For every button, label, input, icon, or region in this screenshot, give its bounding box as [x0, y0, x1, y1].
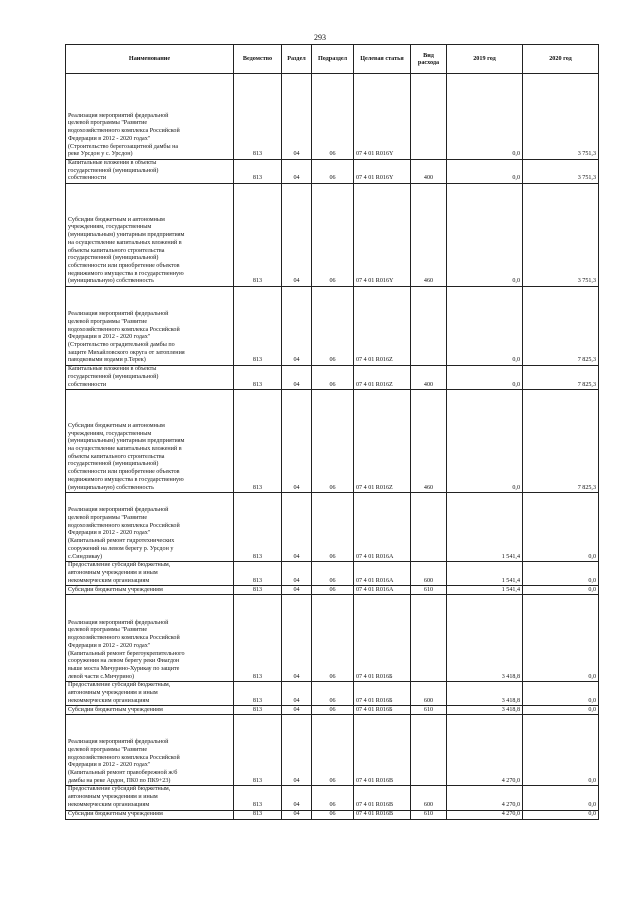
row-name-cell-text: Субсидии бюджетным учреждениям [68, 810, 163, 817]
row-ministry-cell [234, 595, 282, 682]
row-type-cell-text: 600 [423, 801, 434, 808]
row-2019-cell-text: 1 541,4 [501, 586, 520, 593]
row-2019-cell-text: 0,0 [512, 381, 520, 388]
row-2019-cell-text: 3 418,8 [501, 697, 520, 704]
row-2020-cell-text: 7 825,3 [577, 381, 596, 388]
table-row [66, 682, 599, 706]
row-type-cell [411, 682, 447, 706]
row-target-cell-text: 07 4 01 R016В [356, 801, 394, 808]
row-subsection-cell [312, 586, 354, 595]
row-target-cell [354, 390, 411, 493]
row-ministry-cell-text: 813 [252, 801, 263, 808]
row-subsection-cell [312, 74, 354, 160]
row-2019-cell [447, 682, 523, 706]
row-2020-cell [523, 493, 599, 562]
row-name-cell-text: Предоставление субсидий бюджетным, автономным учреждениям и иным некоммерческим организациям [68, 562, 171, 584]
row-2019-cell [447, 287, 523, 366]
row-ministry-cell [234, 493, 282, 562]
row-type-cell [411, 366, 447, 390]
row-ministry-cell-text: 813 [252, 577, 263, 584]
row-name-cell-text: Субсидии бюджетным учреждениям [68, 706, 163, 713]
row-type-cell-text: 460 [423, 278, 434, 285]
row-type-cell [411, 493, 447, 562]
table-row [66, 595, 599, 682]
row-target-cell-text: 07 4 01 R016Z [356, 381, 393, 388]
row-subsection-cell [312, 160, 354, 184]
row-name-cell [66, 184, 234, 287]
row-ministry-cell [234, 287, 282, 366]
table-row [66, 390, 599, 493]
table-row [66, 493, 599, 562]
row-ministry-cell-text: 813 [252, 697, 263, 704]
row-name-cell-text: Субсидии бюджетным и автономным учреждениям, государственным (муниципальным) унитарным предприятиям на осуществление капитальных вложений в объекты капитального строительства государственной (муниципальной) собственности или приобретение объектов недвижимого имущества в государственную (муниципальную) собственность [68, 216, 185, 285]
row-2019-cell-text: 3 418,8 [501, 706, 520, 713]
row-section-cell-text: 04 [293, 484, 300, 491]
row-target-cell-text: 07 4 01 R016В [356, 810, 394, 817]
row-ministry-cell [234, 562, 282, 586]
row-type-cell [411, 595, 447, 682]
row-target-cell [354, 74, 411, 160]
row-ministry-cell-text: 813 [252, 175, 263, 182]
row-name-cell-text: Реализация мероприятий федеральной целевой программы "Развитие водохозяйственного комплекса Российской Федерации в 2012 - 2020 годах" (Капитальный ремонт берегоукрепительного сооружения на левом берегу реки Фиагдон выше моста Мичурино-Хурикау по защите левой части с.Мичурино) [68, 619, 185, 680]
row-type-cell [411, 390, 447, 493]
row-name-cell [66, 586, 234, 595]
row-section-cell [282, 682, 312, 706]
row-2019-cell [447, 562, 523, 586]
row-type-cell-text: 600 [423, 577, 434, 584]
row-section-cell [282, 493, 312, 562]
row-name-cell-text: Капитальные вложения в объекты государственной (муниципальной) собственности [68, 160, 159, 182]
row-2020-cell-text: 0,0 [588, 586, 596, 593]
row-name-cell [66, 160, 234, 184]
row-subsection-cell-text: 06 [329, 175, 336, 182]
row-subsection-cell-text: 06 [329, 278, 336, 285]
row-ministry-cell-text: 813 [252, 484, 263, 491]
row-2019-cell [447, 786, 523, 810]
row-target-cell-text: 07 4 01 R016А [356, 586, 394, 593]
row-type-cell [411, 810, 447, 819]
row-section-cell [282, 786, 312, 810]
row-ministry-cell [234, 810, 282, 819]
row-2019-cell-text: 0,0 [512, 151, 520, 158]
row-section-cell [282, 390, 312, 493]
row-target-cell-text: 07 4 01 R016В [356, 777, 394, 784]
budget-table [65, 44, 599, 820]
row-section-cell [282, 715, 312, 786]
row-2019-cell [447, 586, 523, 595]
row-subsection-cell-text: 06 [329, 810, 336, 817]
row-2019-cell-text: 1 541,4 [501, 577, 520, 584]
row-subsection-cell [312, 810, 354, 819]
table-row [66, 586, 599, 595]
table-row [66, 786, 599, 810]
row-ministry-cell [234, 706, 282, 715]
col-header-name: Наименование [66, 45, 234, 74]
row-2020-cell-text: 0,0 [588, 697, 596, 704]
row-subsection-cell [312, 595, 354, 682]
row-2020-cell [523, 390, 599, 493]
row-type-cell [411, 706, 447, 715]
row-2020-cell [523, 74, 599, 160]
table-row [66, 706, 599, 715]
row-2019-cell-text: 3 418,8 [501, 673, 520, 680]
row-2020-cell-text: 3 751,3 [577, 175, 596, 182]
row-name-cell-text: Субсидии бюджетным учреждениям [68, 586, 163, 593]
row-target-cell-text: 07 4 01 R016Z [356, 357, 393, 364]
row-type-cell-text: 610 [423, 810, 434, 817]
row-2019-cell [447, 74, 523, 160]
row-ministry-cell [234, 390, 282, 493]
col-header-type: Вид расхода [411, 45, 447, 74]
row-target-cell [354, 562, 411, 586]
row-subsection-cell-text: 06 [329, 381, 336, 388]
row-section-cell [282, 74, 312, 160]
row-subsection-cell [312, 184, 354, 287]
row-subsection-cell-text: 06 [329, 706, 336, 713]
row-subsection-cell [312, 287, 354, 366]
row-name-cell [66, 74, 234, 160]
row-2020-cell [523, 682, 599, 706]
row-2019-cell-text: 0,0 [512, 484, 520, 491]
row-section-cell-text: 04 [293, 697, 300, 704]
row-type-cell [411, 160, 447, 184]
row-subsection-cell [312, 786, 354, 810]
row-section-cell-text: 04 [293, 278, 300, 285]
row-target-cell [354, 586, 411, 595]
table-row [66, 810, 599, 819]
row-2020-cell [523, 706, 599, 715]
row-section-cell [282, 184, 312, 287]
row-ministry-cell-text: 813 [252, 706, 263, 713]
row-ministry-cell-text: 813 [252, 777, 263, 784]
row-subsection-cell [312, 682, 354, 706]
row-ministry-cell-text: 813 [252, 151, 263, 158]
table-row [66, 74, 599, 160]
row-section-cell [282, 287, 312, 366]
row-2020-cell [523, 786, 599, 810]
row-target-cell [354, 184, 411, 287]
row-name-cell [66, 706, 234, 715]
table-row [66, 366, 599, 390]
row-2019-cell-text: 4 270,0 [501, 810, 520, 817]
row-2020-cell [523, 562, 599, 586]
row-section-cell-text: 04 [293, 801, 300, 808]
row-target-cell [354, 493, 411, 562]
row-target-cell [354, 786, 411, 810]
row-2019-cell [447, 184, 523, 287]
row-section-cell [282, 595, 312, 682]
row-subsection-cell-text: 06 [329, 553, 336, 560]
row-section-cell-text: 04 [293, 673, 300, 680]
row-ministry-cell-text: 813 [252, 381, 263, 388]
row-ministry-cell-text: 813 [252, 810, 263, 817]
row-section-cell [282, 366, 312, 390]
row-target-cell-text: 07 4 01 R016А [356, 577, 394, 584]
row-name-cell-text: Субсидии бюджетным и автономным учреждениям, государственным (муниципальным) унитарным предприятиям на осуществление капитальных вложений в объекты капитального строительства государственной (муниципальной) собственности или приобретение объектов недвижимого имущества в государственную (муниципальную) собственность [68, 422, 185, 491]
row-ministry-cell [234, 184, 282, 287]
row-2019-cell [447, 715, 523, 786]
row-type-cell-text: 400 [423, 175, 434, 182]
row-2020-cell-text: 7 825,3 [577, 357, 596, 364]
page-number: 293 [314, 33, 326, 42]
row-ministry-cell-text: 813 [252, 586, 263, 593]
row-target-cell [354, 595, 411, 682]
row-subsection-cell-text: 06 [329, 484, 336, 491]
row-subsection-cell-text: 06 [329, 801, 336, 808]
row-section-cell [282, 160, 312, 184]
row-type-cell-text: 400 [423, 381, 434, 388]
row-2020-cell-text: 0,0 [588, 810, 596, 817]
row-target-cell-text: 07 4 01 R016Y [356, 278, 394, 285]
row-subsection-cell [312, 366, 354, 390]
row-section-cell-text: 04 [293, 810, 300, 817]
row-type-cell [411, 715, 447, 786]
row-target-cell-text: 07 4 01 R016Б [356, 706, 393, 713]
row-2019-cell-text: 0,0 [512, 175, 520, 182]
row-2020-cell [523, 160, 599, 184]
row-section-cell-text: 04 [293, 586, 300, 593]
row-target-cell [354, 366, 411, 390]
row-section-cell-text: 04 [293, 381, 300, 388]
col-header-section: Раздел [282, 45, 312, 74]
row-2020-cell [523, 810, 599, 819]
row-2019-cell [447, 160, 523, 184]
row-name-cell-text: Реализация мероприятий федеральной целевой программы "Развитие водохозяйственного комплекса Российской Федерации в 2012 - 2020 годах" (Строительство берегозащитной дамбы на реке Урсдон у с. Урсдон) [68, 112, 180, 158]
row-ministry-cell [234, 160, 282, 184]
row-2019-cell-text: 0,0 [512, 357, 520, 364]
row-section-cell [282, 810, 312, 819]
row-subsection-cell-text: 06 [329, 577, 336, 584]
row-subsection-cell [312, 493, 354, 562]
row-name-cell-text: Предоставление субсидий бюджетным, автономным учреждениям и иным некоммерческим организациям [68, 682, 171, 704]
col-header-ministry: Ведомство [234, 45, 282, 74]
row-target-cell [354, 287, 411, 366]
row-name-cell [66, 390, 234, 493]
row-name-cell-text: Капитальные вложения в объекты государственной (муниципальной) собственности [68, 366, 159, 388]
row-subsection-cell-text: 06 [329, 673, 336, 680]
row-section-cell-text: 04 [293, 706, 300, 713]
row-section-cell [282, 706, 312, 715]
row-2020-cell-text: 0,0 [588, 673, 596, 680]
row-2019-cell [447, 595, 523, 682]
row-name-cell [66, 366, 234, 390]
row-name-cell [66, 595, 234, 682]
row-subsection-cell [312, 715, 354, 786]
row-2020-cell-text: 0,0 [588, 777, 596, 784]
row-type-cell [411, 287, 447, 366]
row-subsection-cell-text: 06 [329, 586, 336, 593]
row-ministry-cell [234, 682, 282, 706]
row-section-cell [282, 586, 312, 595]
col-header-2019: 2019 год [447, 45, 523, 74]
row-name-cell [66, 493, 234, 562]
row-target-cell [354, 682, 411, 706]
row-type-cell [411, 74, 447, 160]
row-section-cell [282, 562, 312, 586]
row-type-cell [411, 586, 447, 595]
row-2020-cell [523, 586, 599, 595]
col-header-target: Целевая статья [354, 45, 411, 74]
table-row [66, 715, 599, 786]
row-section-cell-text: 04 [293, 777, 300, 784]
row-subsection-cell [312, 706, 354, 715]
row-ministry-cell-text: 813 [252, 357, 263, 364]
row-subsection-cell-text: 06 [329, 777, 336, 784]
row-ministry-cell [234, 786, 282, 810]
row-2019-cell-text: 1 541,4 [501, 553, 520, 560]
row-target-cell-text: 07 4 01 R016А [356, 553, 394, 560]
row-subsection-cell-text: 06 [329, 697, 336, 704]
row-2020-cell [523, 715, 599, 786]
row-target-cell-text: 07 4 01 R016Б [356, 697, 393, 704]
table-row [66, 562, 599, 586]
row-ministry-cell [234, 715, 282, 786]
row-2020-cell [523, 595, 599, 682]
row-ministry-cell-text: 813 [252, 553, 263, 560]
col-header-subsection: Подраздел [312, 45, 354, 74]
row-target-cell [354, 160, 411, 184]
row-name-cell [66, 682, 234, 706]
row-type-cell [411, 786, 447, 810]
row-ministry-cell [234, 586, 282, 595]
row-target-cell-text: 07 4 01 R016Б [356, 673, 393, 680]
row-name-cell [66, 287, 234, 366]
row-section-cell-text: 04 [293, 175, 300, 182]
row-2019-cell [447, 366, 523, 390]
row-ministry-cell [234, 366, 282, 390]
row-2020-cell-text: 0,0 [588, 577, 596, 584]
row-name-cell [66, 786, 234, 810]
row-target-cell-text: 07 4 01 R016Y [356, 175, 394, 182]
row-name-cell-text: Реализация мероприятий федеральной целевой программы "Развитие водохозяйственного комплекса Российской Федерации в 2012 - 2020 годах" (Капитальный ремонт правобережной ж/б дамбы на реке Ардон, ПК0 по ПК9+23) [68, 739, 180, 784]
row-target-cell [354, 706, 411, 715]
row-ministry-cell-text: 813 [252, 278, 263, 285]
header-row [66, 45, 599, 74]
row-target-cell-text: 07 4 01 R016Z [356, 484, 393, 491]
row-name-cell-text: Предоставление субсидий бюджетным, автономным учреждениям и иным некоммерческим организациям [68, 786, 171, 808]
row-type-cell [411, 562, 447, 586]
row-ministry-cell [234, 74, 282, 160]
row-target-cell [354, 715, 411, 786]
row-section-cell-text: 04 [293, 357, 300, 364]
row-name-cell [66, 715, 234, 786]
row-type-cell [411, 184, 447, 287]
row-section-cell-text: 04 [293, 553, 300, 560]
row-2019-cell [447, 390, 523, 493]
row-name-cell [66, 810, 234, 819]
row-target-cell-text: 07 4 01 R016Y [356, 151, 394, 158]
row-type-cell-text: 600 [423, 697, 434, 704]
row-2020-cell-text: 0,0 [588, 553, 596, 560]
row-2020-cell [523, 184, 599, 287]
row-2020-cell-text: 7 825,3 [577, 484, 596, 491]
row-2020-cell [523, 287, 599, 366]
row-2019-cell-text: 4 270,0 [501, 801, 520, 808]
row-subsection-cell [312, 390, 354, 493]
row-2020-cell [523, 366, 599, 390]
row-type-cell-text: 460 [423, 484, 434, 491]
row-type-cell-text: 610 [423, 706, 434, 713]
table-row [66, 287, 599, 366]
row-type-cell-text: 610 [423, 586, 434, 593]
row-section-cell-text: 04 [293, 151, 300, 158]
row-name-cell [66, 562, 234, 586]
row-ministry-cell-text: 813 [252, 673, 263, 680]
row-2020-cell-text: 3 751,3 [577, 278, 596, 285]
table-row [66, 184, 599, 287]
row-2020-cell-text: 0,0 [588, 801, 596, 808]
row-section-cell-text: 04 [293, 577, 300, 584]
row-2019-cell-text: 4 270,0 [501, 777, 520, 784]
row-name-cell-text: Реализация мероприятий федеральной целевой программы "Развитие водохозяйственного комплекса Российской Федерации в 2012 - 2020 годах" (Строительство оградительной дамбы по защите Михайловского округа от затопления паводковыми водами р.Терек) [68, 311, 185, 364]
row-subsection-cell [312, 562, 354, 586]
row-2019-cell [447, 706, 523, 715]
row-2020-cell-text: 3 751,3 [577, 151, 596, 158]
row-2019-cell [447, 493, 523, 562]
table-row [66, 160, 599, 184]
row-2020-cell-text: 0,0 [588, 706, 596, 713]
row-subsection-cell-text: 06 [329, 151, 336, 158]
col-header-2020: 2020 год [523, 45, 599, 74]
row-2019-cell [447, 810, 523, 819]
row-target-cell [354, 810, 411, 819]
row-2019-cell-text: 0,0 [512, 278, 520, 285]
row-name-cell-text: Реализация мероприятий федеральной целевой программы "Развитие водохозяйственного комплекса Российской Федерации в 2012 - 2020 годах" (Капитальный ремонт гидротехнических сооружений на левом берегу р. Урсдон у с.Синдзикау) [68, 507, 180, 560]
row-subsection-cell-text: 06 [329, 357, 336, 364]
